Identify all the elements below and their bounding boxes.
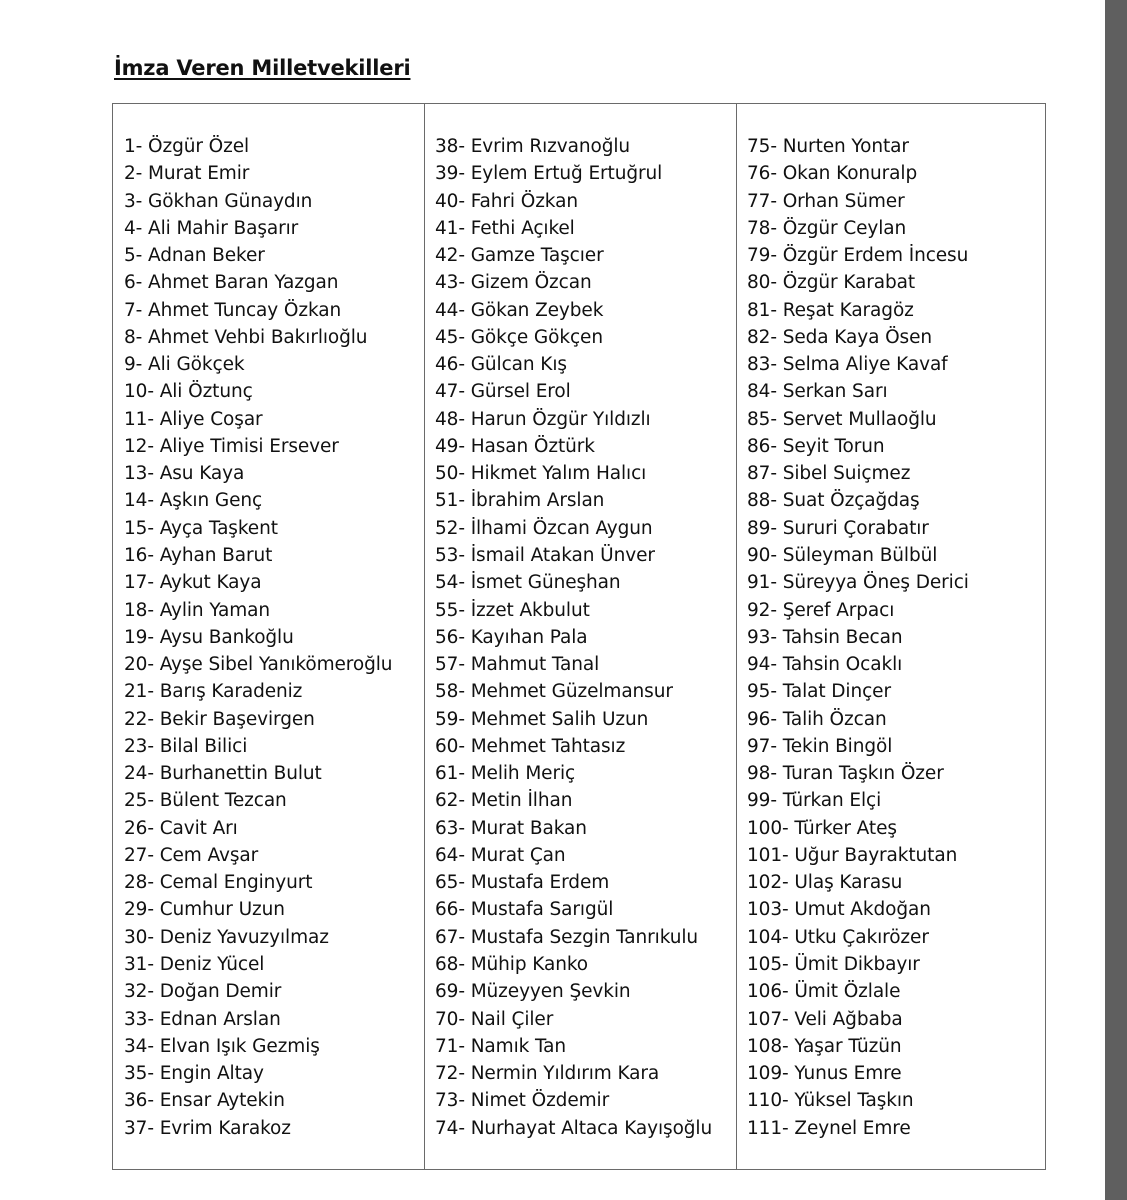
signatory-entry: 3- Gökhan Günaydın [124,190,313,212]
page-edge-shadow [1105,0,1127,1200]
signatory-entry: 6- Ahmet Baran Yazgan [124,272,339,294]
signatory-entry: 91- Süreyya Öneş Derici [747,572,969,594]
signatory-entry: 37- Evrim Karakoz [124,1117,291,1139]
signatory-entry: 60- Mehmet Tahtasız [435,735,626,757]
signatory-entry: 88- Suat Özçağdaş [747,490,920,512]
signatory-entry: 80- Özgür Karabat [747,272,916,294]
signatory-entry: 5- Adnan Beker [124,245,265,267]
signatory-entry: 76- Okan Konuralp [747,163,918,185]
signatories-column-3 [747,133,969,1142]
signatory-entry: 107- Veli Ağbaba [747,1008,903,1030]
signatory-entry: 95- Talat Dinçer [747,681,891,703]
signatory-entry: 29- Cumhur Uzun [124,899,285,921]
signatory-entry: 109- Yunus Emre [747,1063,902,1085]
signatory-entry: 59- Mehmet Salih Uzun [435,708,649,730]
signatory-entry: 96- Talih Özcan [747,708,887,730]
signatory-entry: 32- Doğan Demir [124,981,282,1003]
signatory-entry: 47- Gürsel Erol [435,381,571,403]
signatory-entry: 48- Harun Özgür Yıldızlı [435,408,651,430]
signatory-entry: 54- İsmet Güneşhan [435,572,621,594]
document-title: İmza Veren Milletvekilleri [114,56,411,81]
signatory-entry: 68- Mühip Kanko [435,953,589,975]
signatory-entry: 45- Gökçe Gökçen [435,326,603,348]
signatory-entry: 19- Aysu Bankoğlu [124,626,294,648]
signatory-entry: 17- Aykut Kaya [124,572,262,594]
signatories-column-1 [124,133,392,1142]
signatory-entry: 20- Ayşe Sibel Yanıkömeroğlu [124,654,393,676]
signatory-entry: 69- Müzeyyen Şevkin [435,981,631,1003]
signatory-entry: 33- Ednan Arslan [124,1008,281,1030]
signatory-entry: 61- Melih Meriç [435,763,576,785]
signatory-entry: 90- Süleyman Bülbül [747,544,938,566]
signatory-entry: 41- Fethi Açıkel [435,217,575,239]
signatory-entry: 103- Umut Akdoğan [747,899,931,921]
signatory-entry: 22- Bekir Başevirgen [124,708,315,730]
signatory-entry: 92- Şeref Arpacı [747,599,895,621]
signatory-entry: 93- Tahsin Becan [747,626,903,648]
signatory-entry: 35- Engin Altay [124,1063,264,1085]
signatory-entry: 89- Sururi Çorabatır [747,517,929,539]
signatory-entry: 28- Cemal Enginyurt [124,872,313,894]
signatory-entry: 56- Kayıhan Pala [435,626,588,648]
signatory-entry: 102- Ulaş Karasu [747,872,903,894]
signatory-entry: 105- Ümit Dikbayır [747,953,920,975]
signatory-entry: 79- Özgür Erdem İncesu [747,245,969,267]
signatory-entry: 65- Mustafa Erdem [435,872,610,894]
column-divider [424,104,425,1169]
signatory-entry: 27- Cem Avşar [124,844,259,866]
signatory-entry: 31- Deniz Yücel [124,953,265,975]
signatory-entry: 38- Evrim Rızvanoğlu [435,136,631,157]
signatory-entry: 40- Fahri Özkan [435,190,578,212]
signatory-entry: 64- Murat Çan [435,844,566,866]
signatory-entry: 75- Nurten Yontar [747,136,909,157]
signatory-entry: 15- Ayça Taşkent [124,517,278,539]
signatory-entry: 23- Bilal Bilici [124,735,248,757]
signatory-entry: 49- Hasan Öztürk [435,435,595,457]
signatory-entry: 111- Zeynel Emre [747,1117,911,1139]
signatory-entry: 51- İbrahim Arslan [435,490,605,512]
signatory-entry: 110- Yüksel Taşkın [747,1090,914,1112]
signatory-entry: 57- Mahmut Tanal [435,654,600,676]
signatory-entry: 106- Ümit Özlale [747,981,901,1003]
signatory-entry: 25- Bülent Tezcan [124,790,287,812]
signatory-entry: 58- Mehmet Güzelmansur [435,681,673,703]
signatory-entry: 2- Murat Emir [124,163,250,185]
signatory-entry: 94- Tahsin Ocaklı [747,654,903,676]
signatory-entry: 78- Özgür Ceylan [747,217,907,239]
signatory-entry: 63- Murat Bakan [435,817,587,839]
signatory-entry: 16- Ayhan Barut [124,544,273,566]
signatory-entry: 72- Nermin Yıldırım Kara [435,1063,660,1085]
signatory-entry: 24- Burhanettin Bulut [124,763,322,785]
signatory-entry: 26- Cavit Arı [124,817,238,839]
signatory-entry: 12- Aliye Timisi Ersever [124,435,339,457]
signatory-entry: 81- Reşat Karagöz [747,299,914,321]
signatory-entry: 66- Mustafa Sarıgül [435,899,614,921]
signatory-entry: 70- Nail Çiler [435,1008,554,1030]
signatory-entry: 50- Hikmet Yalım Halıcı [435,463,647,485]
signatory-entry: 62- Metin İlhan [435,790,573,812]
signatory-entry: 10- Ali Öztunç [124,381,253,403]
signatory-entry: 14- Aşkın Genç [124,490,263,512]
signatory-entry: 36- Ensar Aytekin [124,1090,285,1112]
signatory-entry: 85- Servet Mullaoğlu [747,408,937,430]
signatory-entry: 71- Namık Tan [435,1035,567,1057]
signatory-entry: 18- Aylin Yaman [124,599,271,621]
signatory-entry: 46- Gülcan Kış [435,354,567,376]
signatory-entry: 74- Nurhayat Altaca Kayışoğlu [435,1117,713,1139]
signatory-entry: 34- Elvan Işık Gezmiş [124,1035,320,1057]
signatory-entry: 83- Selma Aliye Kavaf [747,354,948,376]
signatory-entry: 99- Türkan Elçi [747,790,882,812]
signatory-entry: 104- Utku Çakırözer [747,926,929,948]
signatory-entry: 30- Deniz Yavuzyılmaz [124,926,329,948]
signatory-entry: 67- Mustafa Sezgin Tanrıkulu [435,926,699,948]
signatory-entry: 86- Seyit Torun [747,435,885,457]
signatory-entry: 97- Tekin Bingöl [747,735,893,757]
signatory-entry: 21- Barış Karadeniz [124,681,303,703]
signatory-entry: 84- Serkan Sarı [747,381,888,403]
signatory-entry: 53- İsmail Atakan Ünver [435,544,655,566]
signatory-entry: 44- Gökan Zeybek [435,299,604,321]
signatory-entry: 82- Seda Kaya Ösen [747,326,932,348]
signatory-entry: 77- Orhan Sümer [747,190,905,212]
column-divider [736,104,737,1169]
signatory-entry: 39- Eylem Ertuğ Ertuğrul [435,163,663,185]
signatories-column-2 [435,133,712,1142]
signatory-entry: 11- Aliye Coşar [124,408,263,430]
signatory-entry: 101- Uğur Bayraktutan [747,844,958,866]
signatory-entry: 52- İlhami Özcan Aygun [435,517,653,539]
signatory-entry: 100- Türker Ateş [747,817,897,839]
signatory-entry: 7- Ahmet Tuncay Özkan [124,299,342,321]
signatory-entry: 13- Asu Kaya [124,463,245,485]
signatory-entry: 1- Özgür Özel [124,136,250,157]
signatory-entry: 9- Ali Gökçek [124,354,245,376]
signatory-entry: 43- Gizem Özcan [435,272,592,294]
signatory-entry: 8- Ahmet Vehbi Bakırlıoğlu [124,326,368,348]
signatory-entry: 4- Ali Mahir Başarır [124,217,299,239]
signatory-entry: 42- Gamze Taşcıer [435,245,604,267]
signatory-entry: 55- İzzet Akbulut [435,599,590,621]
signatory-entry: 73- Nimet Özdemir [435,1090,610,1112]
signatory-entry: 98- Turan Taşkın Özer [747,763,944,785]
signatory-entry: 87- Sibel Suiçmez [747,463,911,485]
signatory-entry: 108- Yaşar Tüzün [747,1035,902,1057]
